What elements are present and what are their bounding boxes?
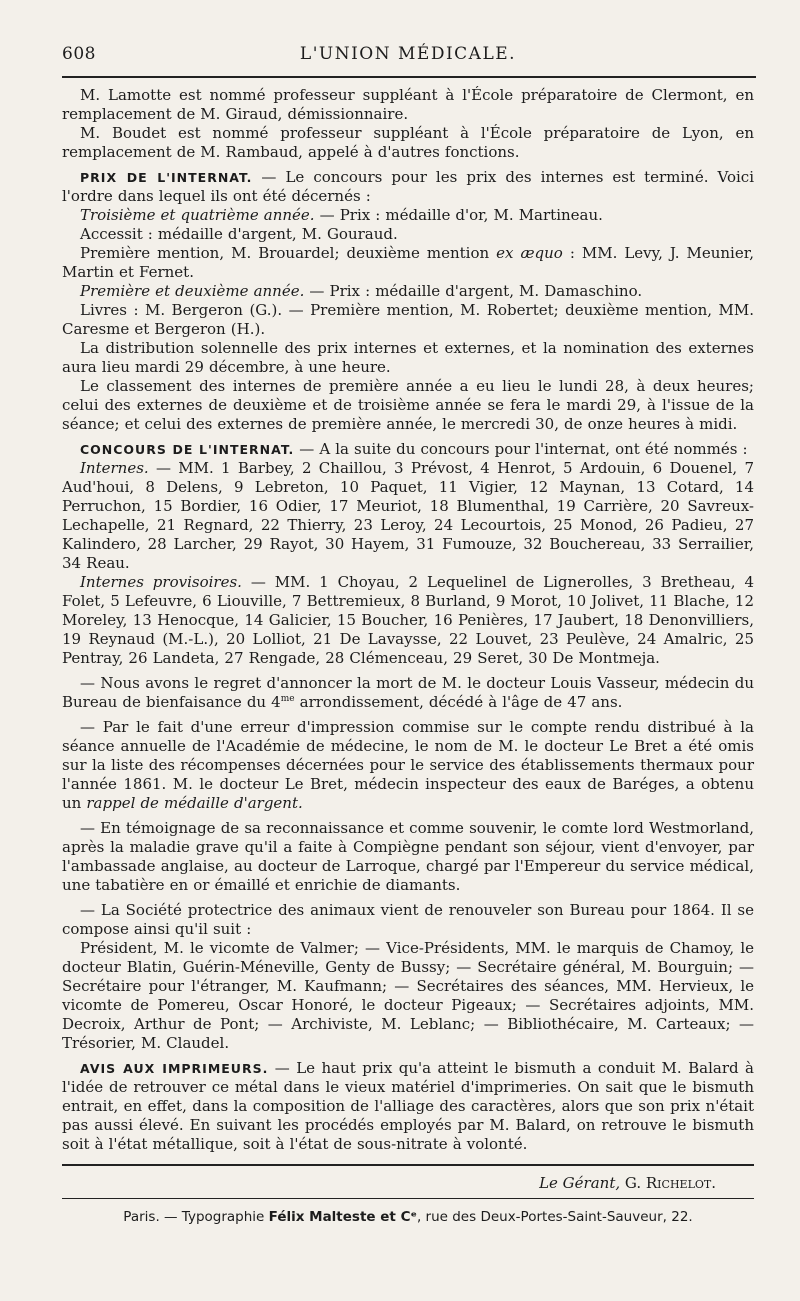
paragraph-mentions: Première mention, M. Brouardel; deuxième mention ex æquo : MM. Levy, J. Meunier, Martin et Fernet.: [62, 244, 754, 281]
header-rule: [62, 76, 756, 78]
paragraph-provisoires: Internes provisoires. — MM. 1 Choyau, 2 Lequelinel de Lignerolles, 3 Bretheau, 4 Folet, 5 Lefeuvre, 6 Liouville, 7 Bettremieux, 8 Burland, 9 Morot, 10 Jolivet, 11 Blache, 12 Moreley, 13 Henocque, 14 Galicier, 15 Boucher, 16 Penières, 17 Jaubert, 18 Denonvilliers, 19 Reynaud (M.-L.), 20 Lolliot, 21 De Lavaysse, 22 Louvet, 23 Peulève, 24 Amalric, 25 Pentray, 26 Landeta, 27 Rengade, 28 Clémenceau, 29 Seret, 30 De Montmeja.: [62, 573, 754, 667]
section-label-prix: PRIX DE L'INTERNAT.: [80, 170, 253, 185]
paragraph-distribution: La distribution solennelle des prix internes et externes, et la nomination des externes aura lieu mardi 29 décembre, à une heure.: [62, 339, 754, 376]
paragraph-accessit: Accessit : médaille d'argent, M. Gouraud.: [80, 225, 398, 243]
paragraph-premiere: Première et deuxième année. — Prix : médaille d'argent, M. Damaschino.: [80, 282, 643, 300]
section-label-avis: AVIS AUX IMPRIMEURS.: [80, 1061, 269, 1076]
paragraph-bureau: Président, M. le vicomte de Valmer; — Vice-Présidents, MM. le marquis de Chamoy, le docteur Blatin, Guérin-Méneville, Genty de Bussy; — Secrétaire général, M. Bourguin; — Secrétaire pour l'étranger, M. Kaufmann; — Secrétaires des séances, MM. Hervieux, le vicomte de Pomereu, Oscar Honoré, le docteur Pigeaux; — Secrétaires adjoints, MM. Decroix, Arthur de Pont; — Archiviste, M. Leblanc; — Bibliothécaire, M. Carteaux; — Trésorier, M. Claudel.: [62, 939, 754, 1052]
footer-rule-thin: [62, 1198, 754, 1199]
page-header: [62, 44, 754, 74]
paragraph-westmorland: — En témoignage de sa reconnaissance et comme souvenir, le comte lord Westmorland, après la maladie grave qu'il a faite à Compiègne pendant son séjour, vient d'envoyer, par l'ambassade anglaise, au docteur de Larroque, chargé par l'Empereur du service médical, une tabatière en or émaillé et enrichie de diamants.: [62, 819, 754, 894]
paragraph-concours: CONCOURS DE L'INTERNAT. — A la suite du concours pour l'internat, ont été nommés :: [80, 440, 748, 458]
page: [62, 44, 754, 1225]
journal-title: L'UNION MÉDICALE.: [299, 44, 517, 64]
paragraph-lamotte: M. Lamotte est nommé professeur suppléant à l'École préparatoire de Clermont, en remplacement de M. Giraud, démissionnaire.: [62, 86, 754, 123]
section-label-concours: CONCOURS DE L'INTERNAT.: [80, 442, 295, 457]
paragraph-lebret: — Par le fait d'une erreur d'impression commise sur le compte rendu distribué à la séance annuelle de l'Académie de médecine, le nom de M. le docteur Le Bret a été omis sur la liste des récompenses décernées pour le service des établissements thermaux pour l'année 1861. M. le docteur Le Bret, médecin inspecteur des eaux de Baréges, a obtenu un rappel de médaille d'argent.: [62, 718, 754, 812]
paragraph-livres: Livres : M. Bergeron (G.). — Première mention, M. Robertet; deuxième mention, MM. Caresme et Bergeron (H.).: [62, 301, 754, 338]
paragraph-classement: Le classement des internes de première année a eu lieu le lundi 28, à deux heures; celui des externes de deuxième et de troisième année se fera le mardi 29, à l'issue de la séance; et celui des externes de première année, le mercredi 30, de onze heures à midi.: [62, 377, 754, 433]
article-body: [62, 86, 754, 1154]
paragraph-vasseur: — Nous avons le regret d'annoncer la mort de M. le docteur Louis Vasseur, médecin du Bureau de bienfaisance du $4^{me}$ arrondissement, décédé à l'âge de 47 ans.: [62, 674, 754, 711]
paragraph-prix-internat: PRIX DE L'INTERNAT. — Le concours pour les prix des internes est terminé. Voici l'ordre dans lequel ils ont été décernés :: [62, 168, 754, 205]
paragraph-boudet: M. Boudet est nommé professeur suppléant à l'École préparatoire de Lyon, en remplacement de M. Rambaud, appelé à d'autres fonctions.: [62, 124, 754, 161]
page-number: 608: [62, 44, 96, 64]
paragraph-internes: Internes. — MM. 1 Barbey, 2 Chaillou, 3 Prévost, 4 Henrot, 5 Ardouin, 6 Douenel, 7 Aud'houi, 8 Delens, 9 Lebreton, 10 Paquet, 11 Vigier, 12 Maynan, 13 Cotard, 14 Perruchon, 15 Bordier, 16 Odier, 17 Meuriot, 18 Blumenthal, 19 Carrière, 20 Savreux-Lechapelle, 21 Regnard, 22 Thierry, 23 Leroy, 24 Lecourtois, 25 Monod, 26 Padieu, 27 Kalindero, 28 Larcher, 29 Rayot, 30 Hayem, 31 Fumouze, 32 Bouchereau, 33 Serrailier, 34 Reau.: [62, 459, 754, 572]
signature: Le Gérant, G. Richelot.: [539, 1174, 716, 1192]
paragraph-avis: AVIS AUX IMPRIMEURS. — Le haut prix qu'a atteint le bismuth a conduit M. Balard à l'idée de retrouver ce métal dans le vieux matériel d'imprimeries. On sait que le bismuth entrait, en effet, dans la composition de l'alliage des caractères, alors que son prix n'était pas aussi élevé. En suivant les procédés employés par M. Balard, on retrouve le bismuth soit à l'état métallique, soit à l'état de sous-nitrate à volonté.: [62, 1059, 754, 1153]
footer-rule: [62, 1164, 754, 1166]
paragraph-societe: — La Société protectrice des animaux vient de renouveler son Bureau pour 1864. Il se compose ainsi qu'il suit :: [62, 901, 754, 938]
imprint: Paris. — Typographie Félix Malteste et Cᵉ, rue des Deux-Portes-Saint-Sauveur, 22.: [123, 1209, 693, 1225]
paragraph-troisieme: Troisième et quatrième année. — Prix : médaille d'or, M. Martineau.: [80, 206, 603, 224]
signature-name: G. Richelot.: [624, 1174, 716, 1192]
